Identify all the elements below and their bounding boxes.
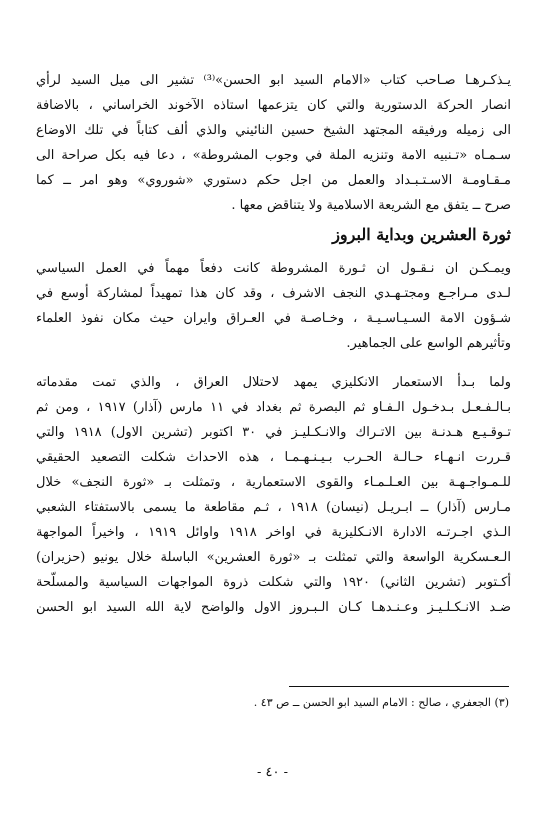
paragraph xyxy=(36,256,511,356)
text-line: الـذي اجـرتـه الادارة الانـكليزية في اواخر ١٩١٨ واوائل ١٩١٩ ، واخيراً المواجهة xyxy=(36,525,511,540)
text-line: أكـتوبر (تشرين الثاني) ١٩٢٠ والتي شكلت ذروة المواجهات السياسية والمسلّحة xyxy=(36,575,511,590)
text-line: سـمـاه «تـنبيه الامة وتنزيه الملة في وجوب المشروطة» ، دعا فيه بكل صراحة الى xyxy=(36,148,511,163)
text-line: قـررت انـهـاء حـالـة الحـرب بـيـنـهـمـا ، هذه الاحداث شكلت التصعيد الحقيقي xyxy=(36,450,511,465)
text-line: ويمـكـن ان نـقـول ان ثـورة المشروطة كانت دفعاً مهماً في العمل السياسي xyxy=(36,261,511,276)
text-line: يـذكـرهـا صـاحب كتاب «الامام السيد ابو الحسن»⁽³⁾ تشير الى ميل السيد لرأي xyxy=(36,73,511,88)
text-line: وتأثيرهم الواسع على الجماهير. xyxy=(346,336,511,351)
text-line: الى زميله ورفيقه المجتهد الشيخ حسين النائيني والذي ألف كتاباً في تلك الاوضاع xyxy=(36,123,511,138)
footnote-divider xyxy=(289,686,509,687)
text-line: ضـد الانـكـلـيـز وعـنـدهـا كـان الـبـروز الاول والواضح لاية الله السيد ابو الحسن xyxy=(36,600,511,615)
text-line: تـوقـيـع هـدنـة بين الاتـراك والانـكـليـز في ٣٠ اكتوبر (تشرين الاول) ١٩١٨ والتي xyxy=(36,425,511,440)
section-heading: ثورة العشرين وبداية البروز xyxy=(332,225,511,244)
paragraph xyxy=(36,68,511,218)
text-line: لـدى مـراجـع ومجتـهـدي النجف الاشرف ، وقد كان هذا تمهيداً لمشاركة أوسع في xyxy=(36,286,511,301)
text-line: شـؤون الامة السـيـاسـيـة ، وخـاصـة في العـراق وايران حيث مكان نفوذ العلماء xyxy=(36,311,511,326)
page-number: - ٤٠ - xyxy=(256,765,289,780)
text-line: بـالـفـعـل بـدخـول الـفـاو ثم البصرة ثم بغداد في ١١ مارس (آذار) ١٩١٧ ، ومن ثم xyxy=(36,400,511,415)
text-line: الـعـسكرية الواسعة والتي تمثلت بـ «ثورة العشرين» الباسلة خلال يونيو (حزيران) xyxy=(36,550,511,565)
text-line: مـارس (آذار) ــ ابـريـل (نيسان) ١٩١٨ ، ثـم مقاطعة ما يسمى بالاستفتاء الشعبي xyxy=(36,500,511,515)
footnote: (٣) الجعفري ، صالح : الامام السيد ابو الحسن ــ ص ٤٣ . xyxy=(253,696,509,709)
text-line: صرح ــ يتفق مع الشريعة الاسلامية ولا يتناقض معها . xyxy=(231,198,511,213)
text-line: مـقـاومـة الاسـتـبـداد والعمل من اجل حكم دستوري «شوروي» وهو امر ــ كما xyxy=(36,173,511,188)
paragraph xyxy=(36,370,511,620)
page-body xyxy=(36,68,511,620)
text-line: ولما بـدأ الاستعمار الانكليزي يمهد لاحتلال العراق ، والذي تمت مقدماته xyxy=(36,375,511,390)
text-line: للـمـواجـهـة بين العـلـمـاء والقوى الاستعمارية ، وتمثلت بـ «ثورة النجف» خلال xyxy=(36,475,511,490)
text-line: انصار الحركة الدستورية والتي كان يتزعمها استاذه الآخوند الخراساني ، بالاضافة xyxy=(36,98,511,113)
